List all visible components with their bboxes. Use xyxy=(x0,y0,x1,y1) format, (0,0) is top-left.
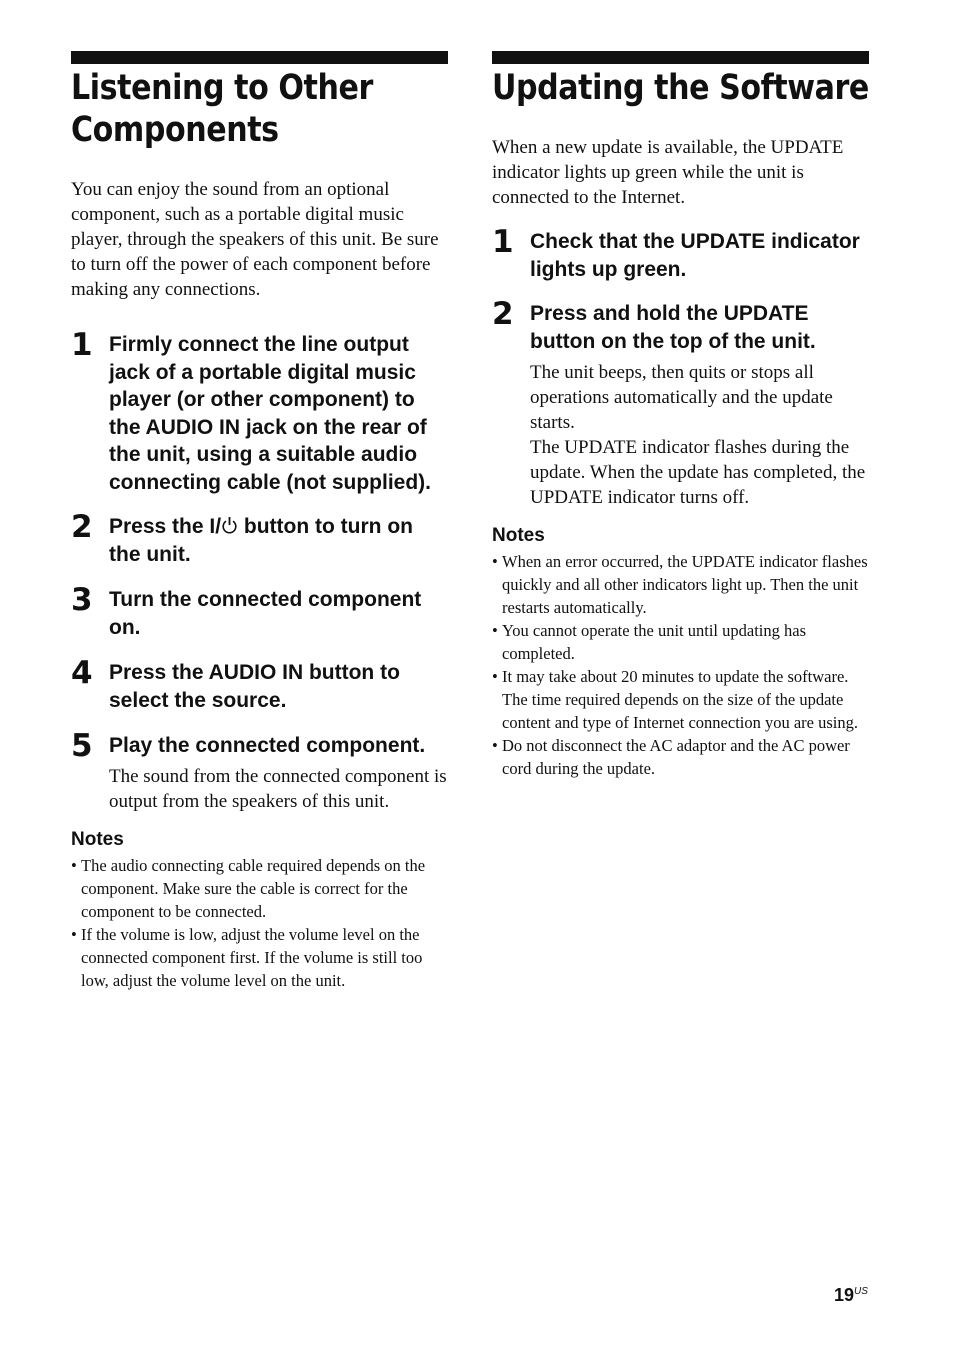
step-body: The UPDATE indicator flashes during the update. When the update has completed, the UPDATE indicator turns off. xyxy=(530,437,866,508)
note-text: Do not disconnect the AC adaptor and the AC power cord during the update. xyxy=(502,736,850,778)
bullet: • xyxy=(492,552,498,571)
step-title: Play the connected component. xyxy=(109,734,426,757)
step-title: Firmly connect the line output jack of a portable digital music player (or other component) to the AUDIO IN jack on the rear of the unit, using a suitable audio connecting cable (not supplied). xyxy=(109,333,432,494)
step-title xyxy=(109,513,448,568)
note-text: You cannot operate the unit until updating has completed. xyxy=(502,621,806,663)
section-title xyxy=(71,67,395,151)
page-number-value: 19 xyxy=(834,1285,855,1305)
step-number: 5 xyxy=(71,728,93,764)
notes-heading: Notes xyxy=(71,828,124,850)
page-number xyxy=(834,1281,868,1306)
section-rule xyxy=(71,51,448,64)
section-rule xyxy=(492,51,869,64)
notes-list xyxy=(492,550,869,780)
note-text: When an error occurred, the UPDATE indicator flashes quickly and all other indicators light up. Then the unit restarts automatically. xyxy=(502,552,868,617)
step-title: Press and hold the UPDATE button on the top of the unit. xyxy=(530,302,816,353)
power-icon xyxy=(221,516,238,535)
step-5 xyxy=(71,728,448,814)
step-number: 2 xyxy=(71,509,93,545)
step-number: 3 xyxy=(71,582,93,618)
note-item xyxy=(492,734,869,780)
step-title-part: Press the I/ xyxy=(109,515,222,538)
step-number: 1 xyxy=(492,224,514,260)
step-number: 2 xyxy=(492,296,514,332)
bullet: • xyxy=(492,667,498,686)
title-line-1: Listening to Other xyxy=(71,68,373,108)
step-body: The sound from the connected component is output from the speakers of this unit. xyxy=(109,765,447,812)
step-number: 1 xyxy=(71,327,93,363)
left-column xyxy=(71,51,448,992)
note-item xyxy=(71,854,448,923)
step-title: Press the AUDIO IN button to select the source. xyxy=(109,661,400,712)
note-item xyxy=(492,665,869,734)
note-item xyxy=(71,923,448,992)
step-1 xyxy=(492,224,869,283)
note-item xyxy=(492,550,869,619)
note-item xyxy=(492,619,869,665)
note-text: It may take about 20 minutes to update the software. The time required depends on the size of the update content and type of Internet connection you are using. xyxy=(502,667,859,732)
step-title-part: button to turn on the unit. xyxy=(109,515,413,566)
step-2 xyxy=(492,296,869,510)
step-title: Check that the UPDATE indicator lights up green. xyxy=(530,230,860,281)
note-text: The audio connecting cable required depends on the component. Make sure the cable is correct for the component to be connected. xyxy=(81,855,426,921)
step-body: The unit beeps, then quits or stops all operations automatically and the update starts. xyxy=(530,362,833,433)
note-text: If the volume is low, adjust the volume level on the connected component first. If the volume is still too low, adjust the volume level on the unit. xyxy=(81,924,423,990)
step-1 xyxy=(71,327,448,496)
step-2 xyxy=(71,509,448,568)
step-4 xyxy=(71,655,448,714)
intro-text: When a new update is available, the UPDATE indicator lights up green while the unit is connected to the Internet. xyxy=(492,137,844,208)
section-title: Updating the Software xyxy=(492,68,869,108)
bullet: • xyxy=(492,621,498,640)
page-number-suffix: US xyxy=(854,1286,868,1297)
step-number: 4 xyxy=(71,655,93,691)
step-3 xyxy=(71,582,448,641)
bullet: • xyxy=(71,855,77,875)
bullet: • xyxy=(492,736,498,755)
title-line-2: Components xyxy=(71,110,279,150)
right-column xyxy=(492,51,869,780)
step-title: Turn the connected component on. xyxy=(109,588,422,639)
bullet: • xyxy=(71,924,77,944)
notes-list xyxy=(71,854,448,992)
notes-heading: Notes xyxy=(492,525,545,546)
intro-text: You can enjoy the sound from an optional component, such as a portable digital music player, through the speakers of this unit. Be sure to turn off the power of each component before making any connections. xyxy=(71,179,439,300)
